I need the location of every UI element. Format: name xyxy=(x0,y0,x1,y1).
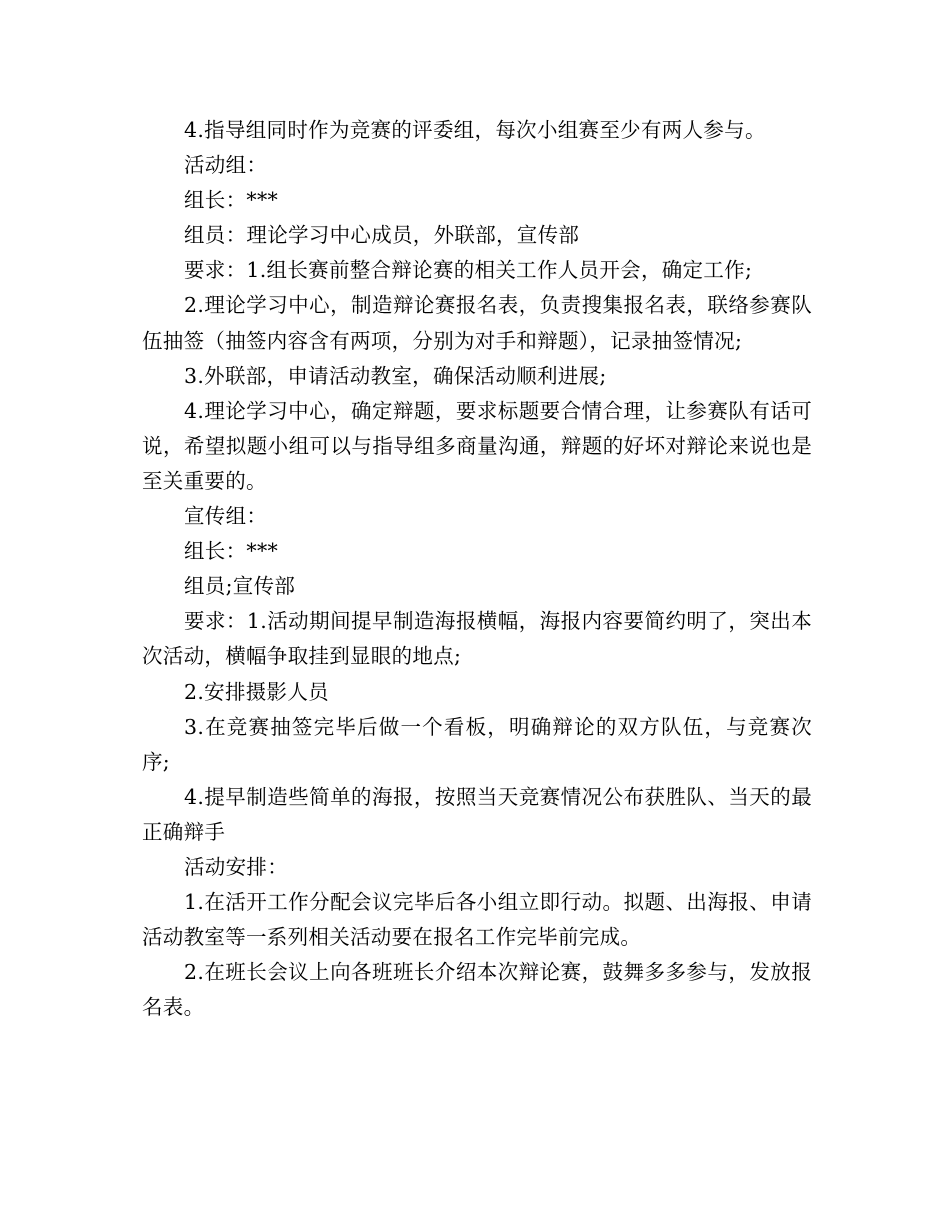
schedule-item-1: 1.在活开工作分配会议完毕后各小组立即行动。拟题、出海报、申请活动教室等一系列相关活动要在报名工作完毕前完成。 xyxy=(142,890,812,950)
schedule-item-2: 2.在班长会议上向各班班长介绍本次辩论赛，鼓舞多多参与，发放报名表。 xyxy=(142,960,812,1020)
document-body xyxy=(142,113,812,1025)
activity-requirement-2: 2.理论学习中心，制造辩论赛报名表，负责搜集报名表，联络参赛队伍抽签（抽签内容含有两项，分别为对手和辩题），记录抽签情况; xyxy=(142,293,812,353)
publicity-requirement-3: 3.在竞赛抽签完毕后做一个看板，明确辩论的双方队伍，与竞赛次序; xyxy=(142,714,812,774)
activity-requirement-3: 3.外联部，申请活动教室，确保活动顺利进展; xyxy=(184,363,607,388)
publicity-requirement-4: 4.提早制造些简单的海报，按照当天竞赛情况公布获胜队、当天的最正确辩手 xyxy=(142,784,812,844)
activity-group-leader: 组长：*** xyxy=(184,188,279,213)
activity-requirement-1: 要求：1.组长赛前整合辩论赛的相关工作人员开会，确定工作; xyxy=(184,258,753,283)
publicity-group-leader: 组长：*** xyxy=(184,539,279,564)
publicity-requirement-1: 要求：1.活动期间提早制造海报横幅，海报内容要简约明了，突出本次活动，横幅争取挂到显眼的地点; xyxy=(142,609,812,669)
activity-requirement-4: 4.理论学习中心，确定辩题，要求标题要合情合理，让参赛队有话可说，希望拟题小组可以与指导组多商量沟通，辩题的好坏对辩论来说也是至关重要的。 xyxy=(142,398,812,493)
heading-activity-group: 活动组： xyxy=(184,153,268,178)
heading-publicity-group: 宣传组： xyxy=(184,504,268,529)
publicity-requirement-2: 2.安排摄影人员 xyxy=(184,679,329,704)
paragraph-guidance-4: 4.指导组同时作为竞赛的评委组，每次小组赛至少有两人参与。 xyxy=(184,118,766,142)
heading-activity-schedule: 活动安排： xyxy=(184,854,288,879)
publicity-group-members: 组员;宣传部 xyxy=(184,574,296,599)
activity-group-members: 组员：理论学习中心成员，外联部，宣传部 xyxy=(184,223,580,248)
